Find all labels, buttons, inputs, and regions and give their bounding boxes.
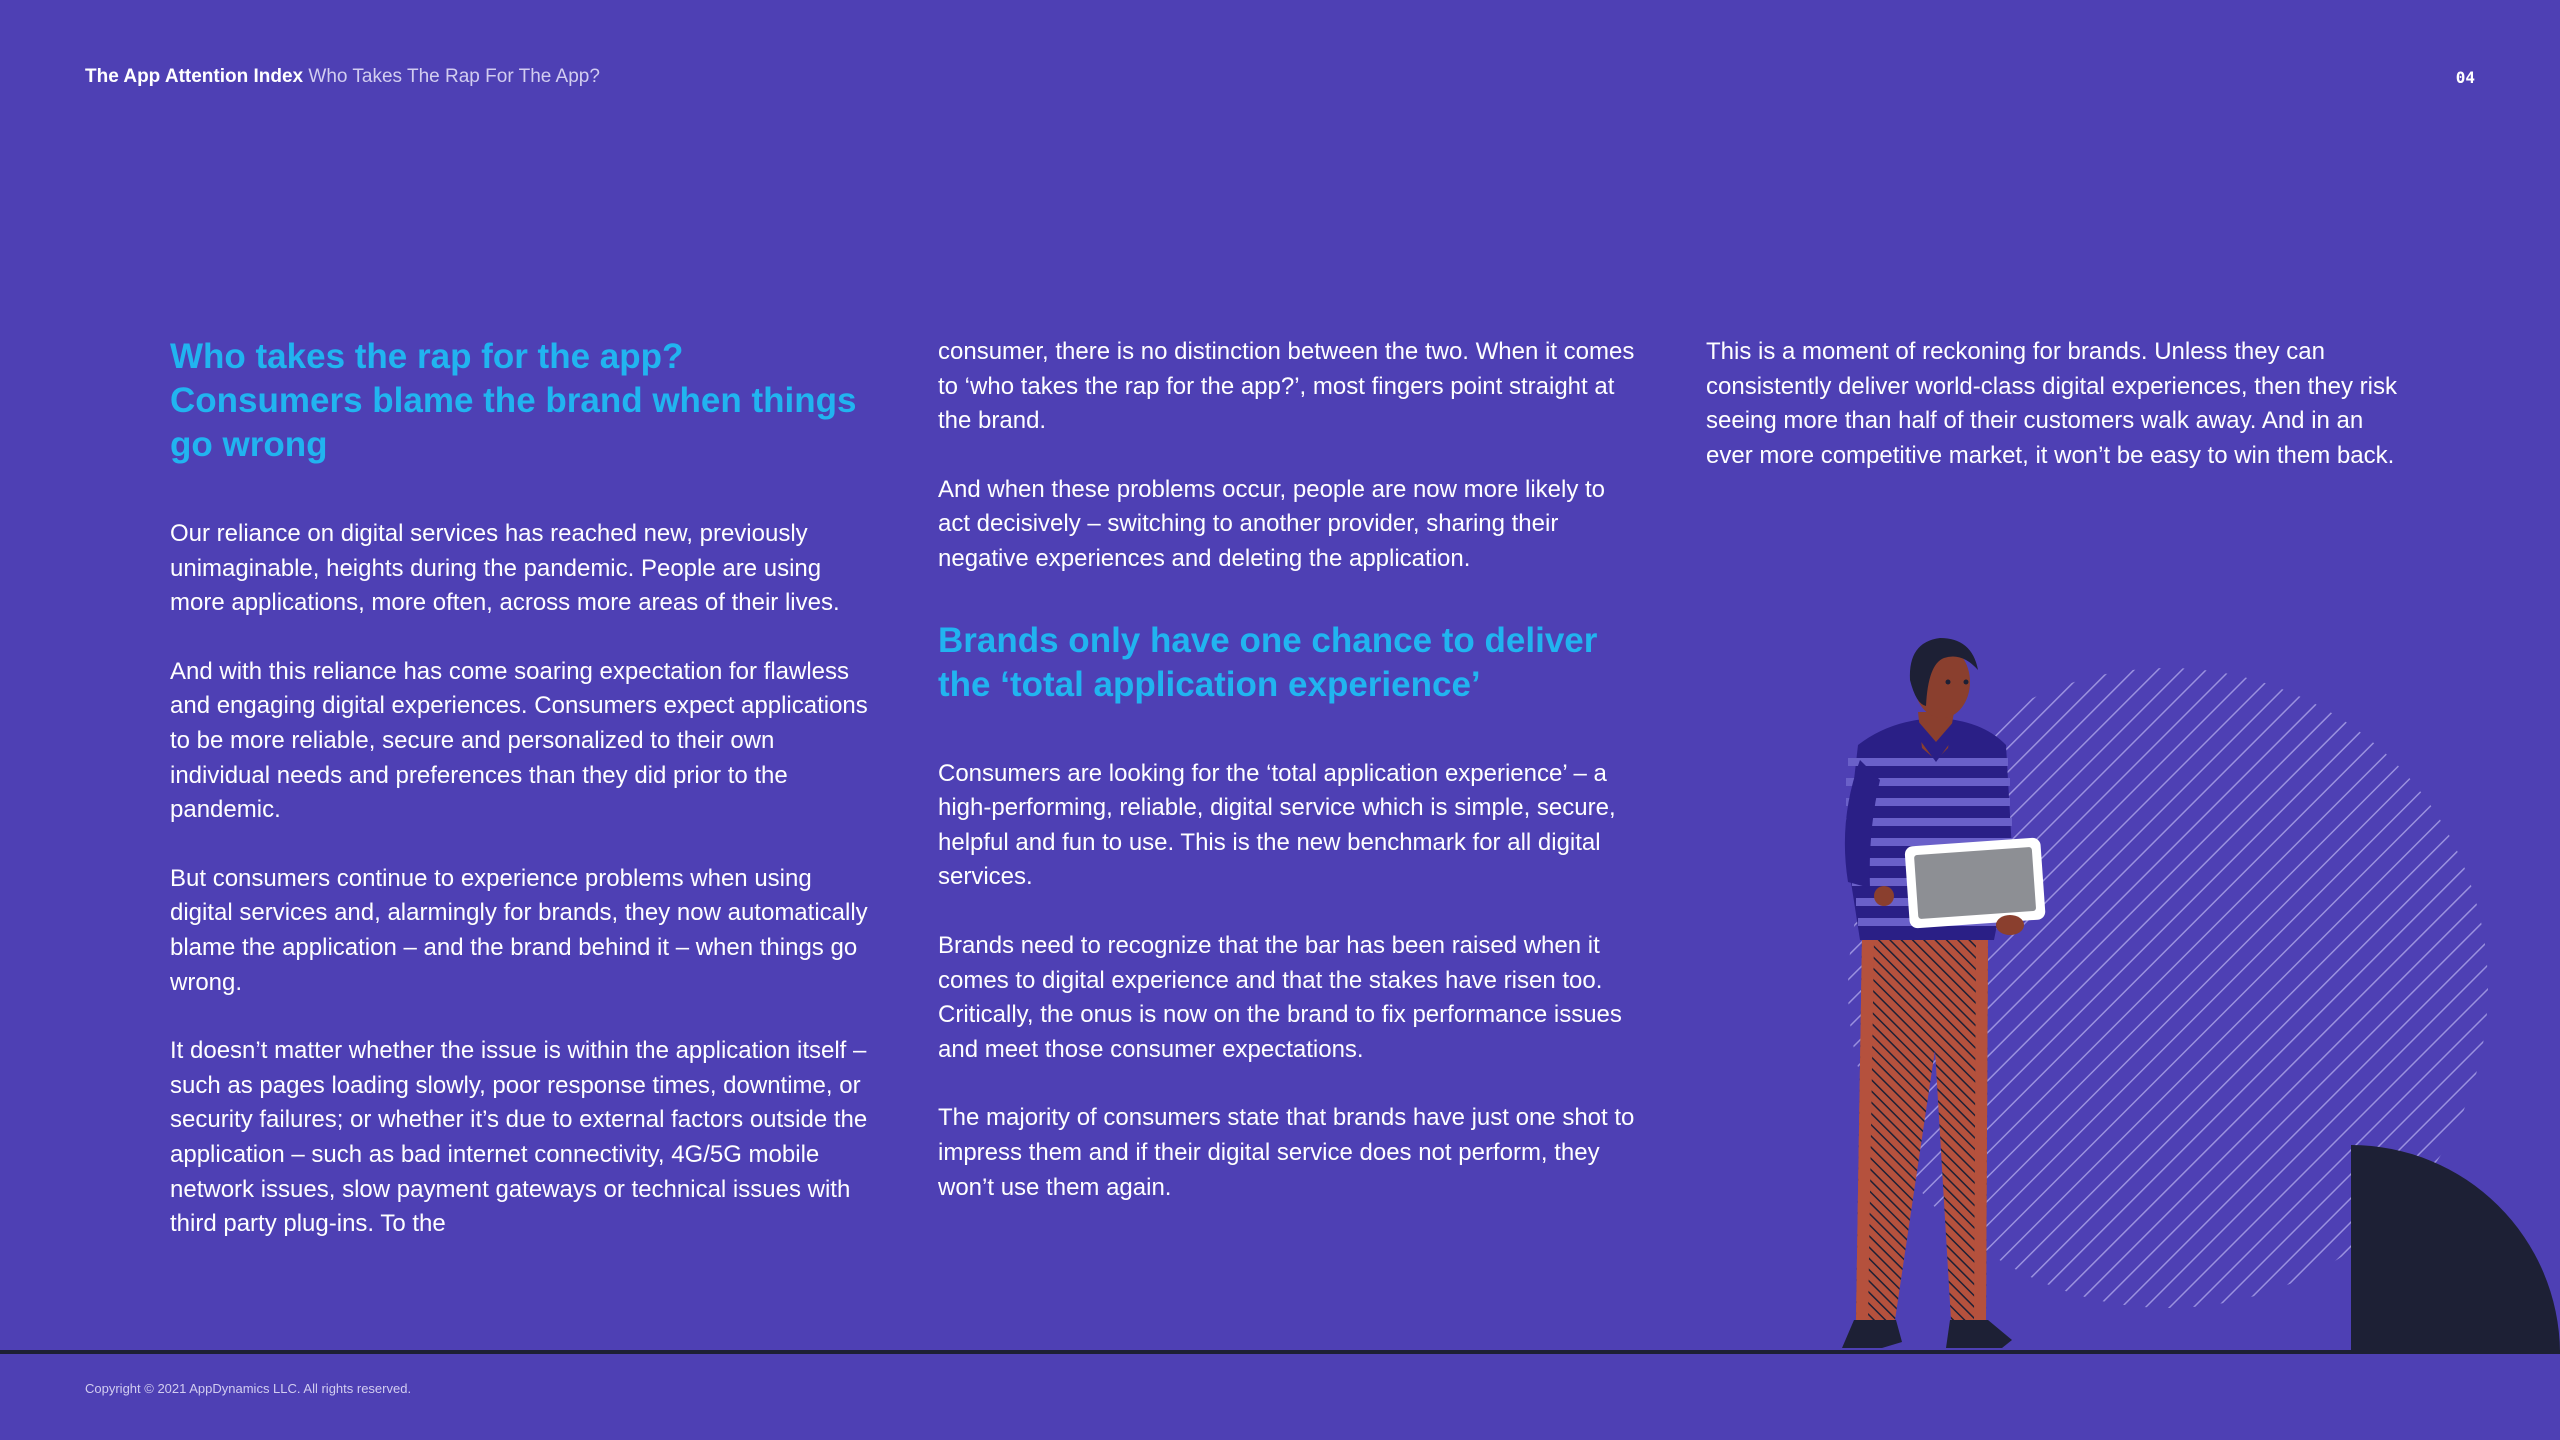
paragraph: Brands need to recognize that the bar has been raised when it comes to digital experience and that the stakes have risen too. Critically, the onus is now on the brand to fix performance issues and meet those consumer expectations. [938,931,1622,1063]
report-subtitle: Who Takes The Rap For The App? [308,66,600,87]
paragraph: The majority of consumers state that brands have just one shot to impress them and if their digital service does not perform, they won’t use them again. [938,1104,1635,1201]
paragraph: Consumers are looking for the ‘total application experience’ – a high-performing, reliable, digital service which is simple, secure, helpful and fun to use. This is the new benchmark for all digital services. [938,759,1616,891]
section-heading-2: Brands only have one chance to deliver the ‘total application experience’ [938,620,1598,704]
person-shoe [1842,1320,1902,1348]
tablet-icon [1904,837,2045,928]
section-heading-1: Who takes the rap for the app? Consumers blame the brand when things go wrong [170,337,857,464]
dark-quarter-shape [2351,1145,2560,1352]
footer-divider [0,1350,2560,1354]
copyright-notice: Copyright © 2021 AppDynamics LLC. All rights reserved. [85,1381,412,1396]
paragraph: consumer, there is no distinction between the two. When it comes to ‘who takes the rap for the app?’, most fingers point straight at the brand. [938,338,1635,435]
column-3 [1706,335,2406,507]
page-header [85,66,600,88]
column-2 [938,335,1638,1239]
person-trousers [1856,938,1988,1320]
column-1 [170,335,870,1276]
person-holding-tablet-illustration [1750,620,2560,1352]
page-number: 04 [2455,68,2475,87]
paragraph: And with this reliance has come soaring expectation for flawless and engaging digital experiences. Consumers expect applications to be more reliable, secure and personalized to their own individual needs and preferences than they did prior to the pandemic. [170,657,868,824]
person-shoe [1946,1320,2012,1348]
paragraph: But consumers continue to experience problems when using digital services and, alarmingly for brands, they now automatically blame the application – and the brand behind it – when things go wrong. [170,864,868,996]
paragraph: Our reliance on digital services has reached new, previously unimaginable, heights during the pandemic. People are using more applications, more often, across more areas of their lives. [170,520,840,617]
report-title: The App Attention Index [85,66,304,87]
paragraph: And when these problems occur, people are now more likely to act decisively – switching to another provider, sharing their negative experiences and deleting the application. [938,475,1606,572]
paragraph: This is a moment of reckoning for brands. Unless they can consistently deliver world-class digital experiences, then they risk seeing more than half of their customers walk away. And in an ever more competitive market, it won’t be easy to win them back. [1706,338,2397,469]
paragraph: It doesn’t matter whether the issue is within the application itself – such as pages loading slowly, poor response times, downtime, or security failures; or whether it’s due to external factors outside the application – such as bad internet connectivity, 4G/5G mobile network issues, slow payment gateways or technical issues with third party plug-ins. To the [170,1037,868,1238]
